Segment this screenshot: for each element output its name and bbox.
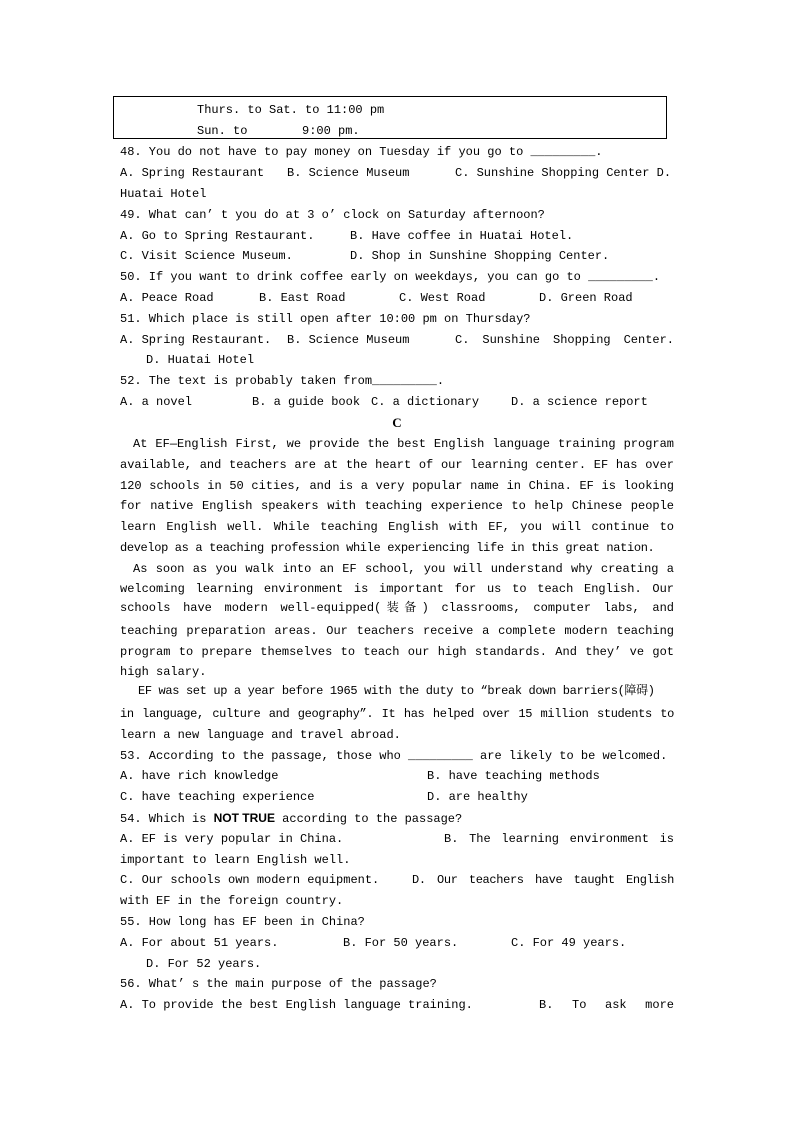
option-b: B. a guide book bbox=[252, 395, 361, 409]
question-55: 55. How long has EF been in China? bbox=[120, 915, 365, 929]
passage-line: available, and teachers are at the heart of our learning center. EF has over bbox=[120, 458, 674, 472]
emphasis-not-true: NOT TRUE bbox=[213, 811, 275, 825]
option-b: B. To ask more bbox=[539, 998, 674, 1012]
option-d: Huatai Hotel bbox=[120, 187, 207, 201]
question-53: 53. According to the passage, those who _________ are likely to be welcomed. bbox=[120, 749, 668, 763]
option-a: A. a novel bbox=[120, 395, 193, 409]
option-b: B. Science Museum bbox=[287, 166, 410, 180]
option-a: A. EF is very popular in China. bbox=[120, 832, 344, 846]
option-d: D. Our teachers have taught English bbox=[412, 873, 674, 887]
passage-line: learn a new language and travel abroad. bbox=[120, 728, 401, 742]
option-b: B. Science Museum bbox=[287, 333, 410, 347]
section-heading: C bbox=[392, 415, 402, 430]
passage-line: As soon as you walk into an EF school, you will understand why creating a bbox=[133, 562, 674, 576]
option-a: A. To provide the best English language training. bbox=[120, 998, 473, 1012]
passage-line: At EF—English First, we provide the best English language training program bbox=[133, 437, 674, 451]
passage-line: high salary. bbox=[120, 665, 207, 679]
option-b: B. The learning environment is bbox=[444, 832, 674, 846]
option-a: A. Spring Restaurant. bbox=[120, 333, 272, 347]
question-56: 56. What’ s the main purpose of the passage? bbox=[120, 977, 437, 991]
option-b-continued: important to learn English well. bbox=[120, 853, 351, 867]
option-c: C. a dictionary bbox=[371, 395, 480, 409]
option-a: A. For about 51 years. bbox=[120, 936, 279, 950]
question-49: 49. What can’ t you do at 3 o’ clock on Saturday afternoon? bbox=[120, 208, 545, 222]
option-d: D. Huatai Hotel bbox=[146, 353, 255, 367]
question-51: 51. Which place is still open after 10:00 pm on Thursday? bbox=[120, 312, 531, 326]
option-c: C. Our schools own modern equipment. bbox=[120, 873, 380, 887]
option-c: C. Visit Science Museum. bbox=[120, 249, 293, 263]
schedule-box bbox=[113, 96, 667, 139]
schedule-line: 9:00 pm. bbox=[302, 124, 360, 138]
option-a: A. Spring Restaurant bbox=[120, 166, 265, 180]
option-d: D. are healthy bbox=[427, 790, 528, 804]
passage-line: 120 schools in 50 cities, and is a very popular name in China. EF is looking bbox=[120, 479, 674, 493]
schedule-line: Sun. to bbox=[197, 124, 248, 138]
passage-line: schools have modern well-equipped(装备) classrooms, computer labs, and bbox=[120, 601, 674, 615]
option-c: C. have teaching experience bbox=[120, 790, 315, 804]
option-a: A. Peace Road bbox=[120, 291, 214, 305]
question-54 bbox=[120, 811, 462, 826]
passage-line: learn English well. While teaching English with EF, you will continue to bbox=[120, 520, 674, 534]
option-c: C. For 49 years. bbox=[511, 936, 627, 950]
option-c: C. Sunshine Shopping Center. bbox=[455, 333, 674, 347]
passage-line: in language, culture and geography”. It has helped over 15 million students to bbox=[120, 707, 674, 721]
option-d: D. Shop in Sunshine Shopping Center. bbox=[350, 249, 610, 263]
passage-line: program to prepare themselves to teach our high standards. And they’ ve got bbox=[120, 645, 674, 659]
passage-line: develop as a teaching profession while experiencing life in this great nation. bbox=[120, 541, 655, 555]
option-b: B. have teaching methods bbox=[427, 769, 600, 783]
stem-text: 54. Which is bbox=[120, 812, 214, 826]
option-d: D. For 52 years. bbox=[146, 957, 262, 971]
passage-line: welcoming learning environment is important for us to teach English. Our bbox=[120, 582, 674, 596]
question-52: 52. The text is probably taken from_________. bbox=[120, 374, 445, 388]
option-a: A. have rich knowledge bbox=[120, 769, 279, 783]
option-d: D. Green Road bbox=[539, 291, 633, 305]
option-b: B. For 50 years. bbox=[343, 936, 459, 950]
option-b: B. Have coffee in Huatai Hotel. bbox=[350, 229, 574, 243]
option-b: B. East Road bbox=[259, 291, 346, 305]
option-d: D. a science report bbox=[511, 395, 648, 409]
option-c: C. Sunshine Shopping Center D. bbox=[455, 166, 672, 180]
passage-line: EF was set up a year before 1965 with the duty to “break down barriers(障碍) bbox=[138, 684, 655, 698]
question-50: 50. If you want to drink coffee early on weekdays, you can go to _________. bbox=[120, 270, 661, 284]
option-c: C. West Road bbox=[399, 291, 486, 305]
schedule-line: Thurs. to Sat. to 11:00 pm bbox=[197, 103, 385, 117]
passage-line: teaching preparation areas. Our teachers receive a complete modern teaching bbox=[120, 624, 674, 638]
question-48: 48. You do not have to pay money on Tuesday if you go to _________. bbox=[120, 145, 603, 159]
option-a: A. Go to Spring Restaurant. bbox=[120, 229, 315, 243]
passage-line: for native English speakers with teaching experience to help Chinese people bbox=[120, 499, 674, 513]
stem-text: according to the passage? bbox=[274, 812, 463, 826]
option-d-continued: with EF in the foreign country. bbox=[120, 894, 344, 908]
